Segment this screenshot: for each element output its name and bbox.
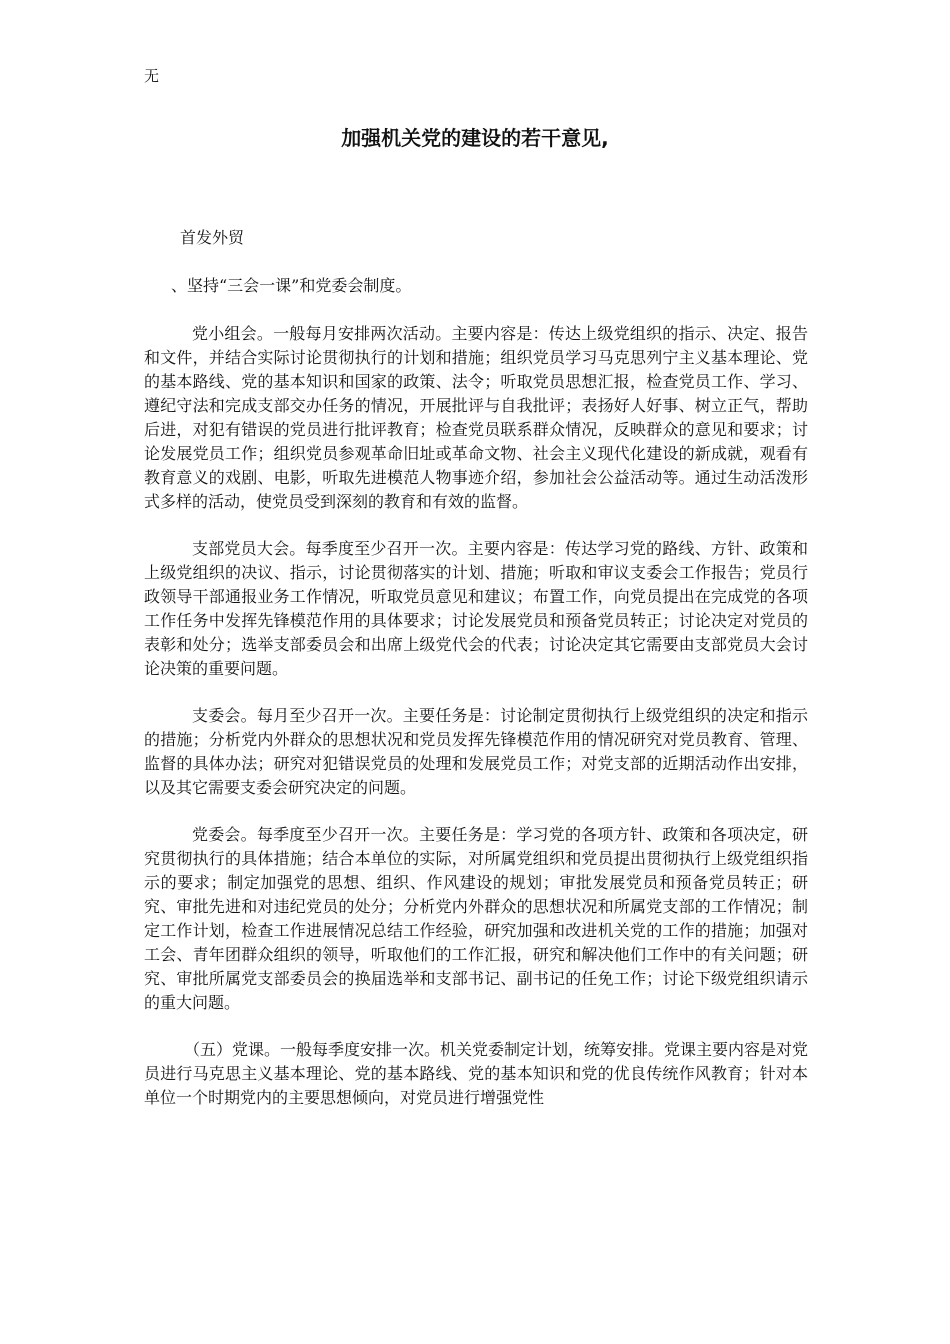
paragraph-party-lecture: （五）党课。一般每季度安排一次。机关党委制定计划，统筹安排。党课主要内容是对党员进行马克思主义基本理论、党的基本路线、党的基本知识和党的优良传统作风教育；针对本单位一个时期党内的主要思想倾向，对党员进行增强党性 (144, 1040, 809, 1107)
header-mark: 无 (144, 67, 160, 85)
paragraph-branch-general-meeting: 支部党员大会。每季度至少召开一次。主要内容是：传达学习党的路线、方针、政策和上级党组织的决议、指示，讨论贯彻落实的计划、措施；听取和审议支委会工作报告；党员行政领导干部通报业务工作情况，听取党员意见和建议；布置工作，向党员提出在完成党的各项工作任务中发挥先锋模范作用的具体要求；讨论发展党员和预备党员转正；讨论决定对党员的表彰和处分；选举支部委员会和出席上级党代会的代表；讨论决定其它需要由支部党员大会讨论决策的重要问题。 (144, 539, 808, 678)
source-line: 首发外贸 (180, 228, 245, 247)
document-body (144, 226, 808, 1110)
document-title: 加强机关党的建设的若干意见, (341, 126, 609, 150)
paragraph-party-group-meeting: 党小组会。一般每月安排两次活动。主要内容是：传达上级党组织的指示、决定、报告和文件，并结合实际讨论贯彻执行的计划和措施；组织党员学习马克思列宁主义基本理论、党的基本路线、党的基本知识和国家的政策、法令；听取党员思想汇报，检查党员工作、学习、遵纪守法和完成支部交办任务的情况，开展批评与自我批评；表扬好人好事、树立正气，帮助后进，对犯有错误的党员进行批评教育；检查党员联系群众情况，反映群众的意见和要求；讨论发展党员工作；组织党员参观革命旧址或革命文物、社会主义现代化建设的新成就，观看有教育意义的戏剧、电影，听取先进模范人物事迹介绍，参加社会公益活动等。通过生动活泼形式多样的活动，使党员受到深刻的教育和有效的监督。 (144, 324, 808, 511)
paragraph-party-committee-meeting: 党委会。每季度至少召开一次。主要任务是：学习党的各项方针、政策和各项决定，研究贯彻执行的具体措施；结合本单位的实际，对所属党组织和党员提出贯彻执行上级党组织指示的要求；制定加强党的思想、组织、作风建设的规划；审批发展党员和预备党员转正；研究、审批先进和对违纪党员的处分；分析党内外群众的思想状况和所属党支部的工作情况；制定工作计划，检查工作进展情况总结工作经验，研究加强和改进机关党的工作的措施；加强对工会、青年团群众组织的领导，听取他们的工作汇报，研究和解决他们工作中的有关问题；研究、审批所属党支部委员会的换届选举和支部书记、副书记的任免工作；讨论下级党组织请示的重大问题。 (144, 825, 808, 1012)
section-heading: 、坚持“三会一课”和党委会制度。 (171, 276, 412, 295)
paragraph-branch-committee-meeting: 支委会。每月至少召开一次。主要任务是：讨论制定贯彻执行上级党组织的决定和指示的措施；分析党内外群众的思想状况和党员发挥先锋模范作用的情况研究对党员教育、管理、监督的具体办法；研究对犯错误党员的处理和发展党员工作；对党支部的近期活动作出安排，以及其它需要支委会研究决定的问题。 (144, 706, 808, 797)
